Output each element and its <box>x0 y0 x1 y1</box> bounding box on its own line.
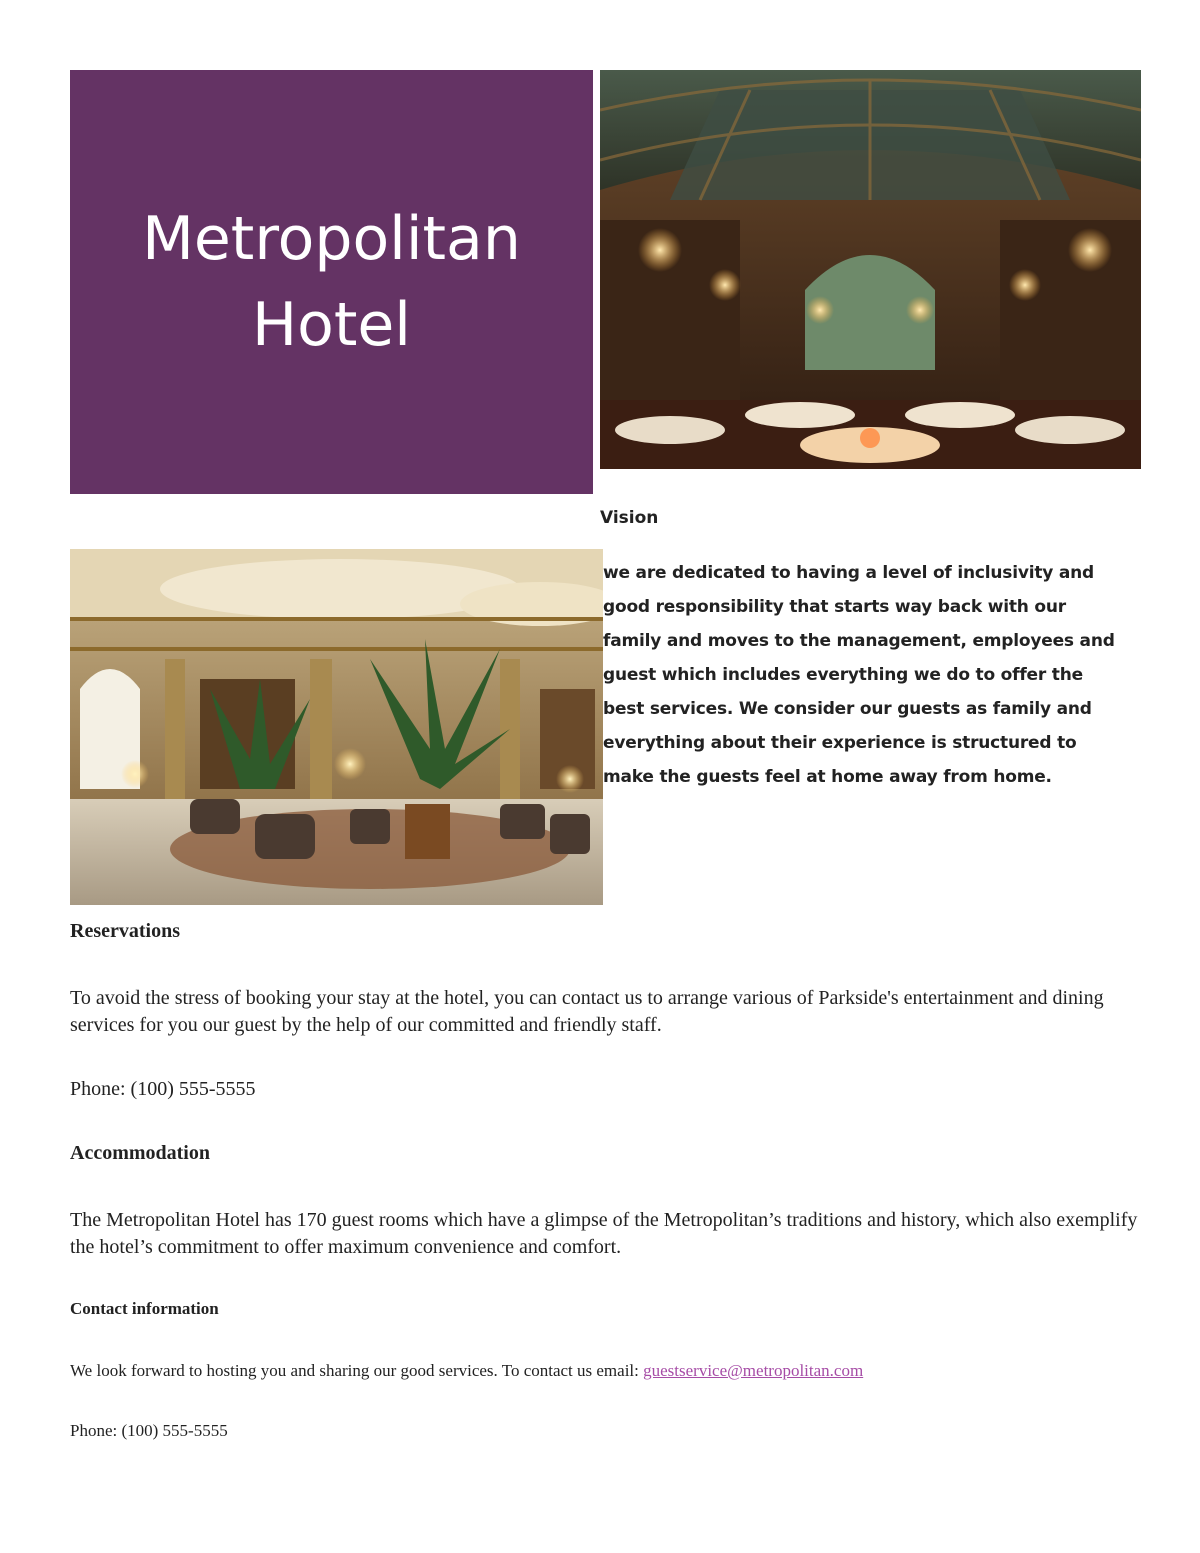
vision-text: we are dedicated to having a level of inclusivity and good responsibility that starts way back with our family and moves to the management, employees and guest which includes everything we do to offer the best services. We consider our guests as family and everything about their experience is structured to make the guests feel at home away from home. <box>603 563 1115 787</box>
title-block <box>70 70 593 494</box>
lobby-photo <box>70 549 603 905</box>
contact-phone: Phone: (100) 555-5555 <box>70 1421 228 1440</box>
reservations-text: To avoid the stress of booking your stay at the hotel, you can contact us to arrange various of Parkside's entertainment and dining services for you our guest by the help of our committed and friendly staff. <box>70 987 1104 1036</box>
contact-heading: Contact information <box>70 1299 219 1318</box>
dining-hall-photo <box>600 70 1141 469</box>
reservations-phone: Phone: (100) 555-5555 <box>70 1078 256 1100</box>
contact-text-prefix: We look forward to hosting you and sharing our good services. To contact us email: <box>70 1361 644 1380</box>
email-link[interactable]: guestservice@metropolitan.com <box>643 1361 864 1380</box>
title-line-1: Metropolitan <box>142 204 521 274</box>
title-line-2: Hotel <box>252 290 411 360</box>
reservations-heading: Reservations <box>70 920 180 942</box>
accommodation-heading: Accommodation <box>70 1142 210 1164</box>
hotel-title <box>142 196 521 368</box>
contact-text <box>70 1359 1150 1383</box>
accommodation-text: The Metropolitan Hotel has 170 guest rooms which have a glimpse of the Metropolitan’s traditions and history, which also exemplify the hotel’s commitment to offer maximum convenience and comfort. <box>70 1209 1138 1258</box>
vision-heading: Vision <box>600 508 659 528</box>
